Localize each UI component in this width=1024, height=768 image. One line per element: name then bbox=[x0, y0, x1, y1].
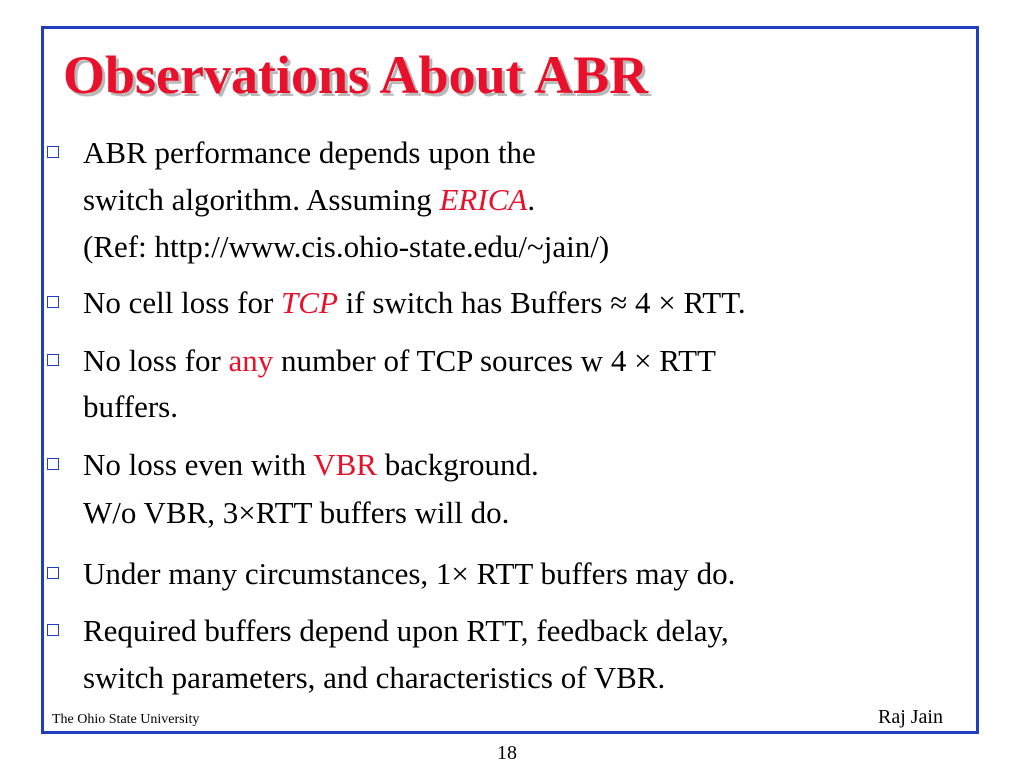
bullet-6-line-1: Required buffers depend upon RTT, feedback delay, bbox=[83, 613, 729, 648]
bullet-1-line-1: ABR performance depends upon the bbox=[83, 135, 536, 170]
bullet-5-line-1: Under many circumstances, 1× RTT buffers may do. bbox=[83, 556, 736, 591]
footer-institution: The Ohio State University bbox=[52, 712, 200, 727]
footer-author: Raj Jain bbox=[878, 706, 943, 728]
slide-title: Observations About ABR bbox=[63, 45, 649, 105]
bullet-4-line-2: W/o VBR, 3×RTT buffers will do. bbox=[83, 495, 510, 530]
bullet-1-line-3: (Ref: http://www.cis.ohio-state.edu/~jain/) bbox=[83, 229, 610, 264]
bullet-3-line-1: No loss for any number of TCP sources w 4 × RTT bbox=[83, 343, 716, 378]
bullet-icon bbox=[47, 296, 59, 308]
bullet-icon bbox=[47, 458, 59, 470]
vbr-highlight: VBR bbox=[313, 447, 377, 482]
bullet-6-line-2: switch parameters, and characteristics of VBR. bbox=[83, 660, 666, 695]
bullet-2-line-1: No cell loss for TCP if switch has Buffers ≈ 4 × RTT. bbox=[83, 285, 746, 320]
erica-highlight: ERICA bbox=[439, 182, 528, 217]
bullet-icon bbox=[47, 146, 59, 158]
bullet-icon bbox=[47, 567, 59, 579]
bullet-3-line-2: buffers. bbox=[83, 389, 178, 424]
bullet-1-line-2: switch algorithm. Assuming ERICA. bbox=[83, 182, 536, 217]
bullet-4-line-1: No loss even with VBR background. bbox=[83, 447, 539, 482]
bullet-icon bbox=[47, 354, 59, 366]
bullet-icon bbox=[47, 624, 59, 636]
page-number: 18 bbox=[497, 742, 517, 764]
any-highlight: any bbox=[228, 343, 274, 378]
tcp-highlight: TCP bbox=[281, 285, 338, 320]
